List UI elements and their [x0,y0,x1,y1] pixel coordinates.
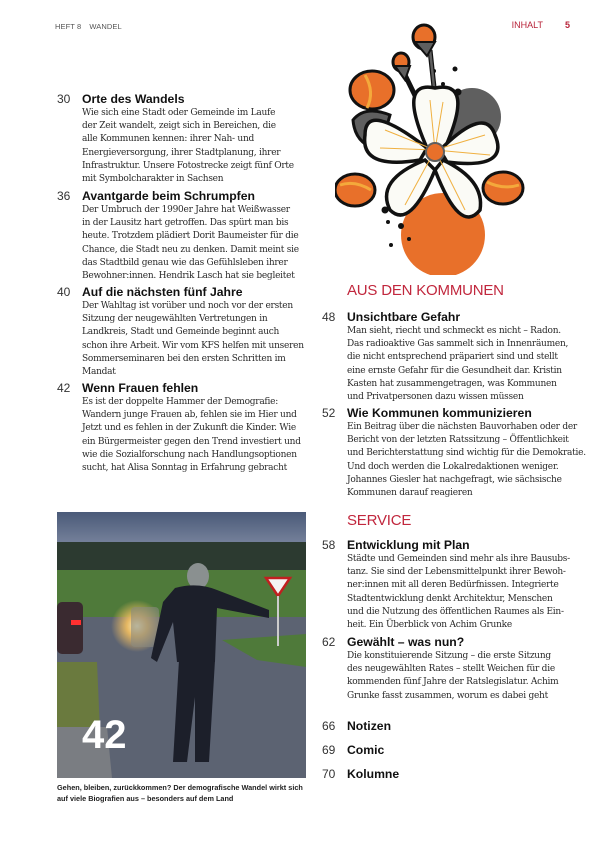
blossom-illustration-icon [335,20,525,275]
desc-line: alle Kommunen kennen: ihrer Nah- und [82,134,255,145]
toc-entry-short[interactable] [322,719,597,733]
desc-line: heit. Ein Überblick von Achim Grunke [347,620,512,631]
desc-line: Das radioaktive Gas sammelt sich in Innenräumen, [347,339,569,350]
desc-line: Infrastruktur. Unsere Fotostrecke zeigt fünf Orte [82,160,294,171]
desc-line: Kasten hat zusammengetragen, was Kommunen [347,378,557,389]
toc-description [82,107,317,186]
toc-title: Entwicklung mit Plan [347,538,470,552]
toc-title: Gewählt – was nun? [347,635,465,649]
section-heading-service: SERVICE [347,512,412,529]
desc-line: ein Bürgermeister gegen den Trend investiert und [82,436,301,447]
toc-title: Auf die nächsten fünf Jahre [82,285,243,299]
desc-line: Jetzt und es fehlen in der Zukunft die Kinder. Wie [82,423,296,434]
section-heading-kommunen: AUS DEN KOMMUNEN [347,282,504,299]
desc-line: tanz. Sie sind der Lebensmittelpunkt ihrer Bewoh- [347,567,566,578]
toc-page-number: 42 [57,381,71,395]
toc-page-number: 70 [322,767,336,781]
toc-page-number: 62 [322,635,336,649]
toc-title: Wenn Frauen fehlen [82,381,199,395]
issue-label: HEFT 8 [55,22,82,31]
desc-line: und Privatpersonen dazu wissen müssen [347,392,524,403]
desc-line: Kommunen darauf reagieren [347,488,473,499]
desc-line: Bewohner:innen. Hendrik Lasch hat sie begleitet [82,271,295,282]
desc-line: wie die Sozialforschung nach Handlungsoptionen [82,449,297,460]
desc-line: in der Lausitz hart getroffen. Das spürt man bis [82,218,289,229]
desc-line: Grunke fasst zusammen, worum es dabei geht [347,690,548,701]
desc-line: Landkreis, Stadt und Gemeinde beginnt auch [82,327,280,338]
toc-description [347,325,597,404]
toc-title: Kolumne [347,767,400,781]
desc-line: Bericht von der letzten Ratssitzung – Öffentlichkeit [347,435,569,446]
toc-entry[interactable] [322,538,597,632]
toc-page-number: 40 [57,285,71,299]
toc-title: Comic [347,743,385,757]
toc-entry[interactable] [57,189,317,283]
desc-line: Mandat [82,367,116,378]
desc-line: Ein Beitrag über die nächsten Bauvorhaben oder der [347,422,577,432]
toc-entry[interactable] [57,381,317,475]
desc-line: die nicht entsprechend präpariert sind und stellt [347,352,558,363]
toc-entry-short[interactable] [322,743,597,757]
toc-page-number: 66 [322,719,336,733]
desc-line: und die Nutzung des öffentlichen Raumes als Ein- [347,606,564,617]
theme-label: WANDEL [89,22,122,31]
desc-line: Der Umbruch der 1990er Jahre hat Weißwasser [82,205,290,215]
desc-line: eine ernste Gefahr für die Gesundheit dar. Kristin [347,365,562,376]
toc-description [347,650,597,703]
toc-entry[interactable] [322,406,597,500]
section-label: INHALT [511,20,543,30]
toc-page-number: 30 [57,92,71,106]
toc-entry-short[interactable] [322,767,597,781]
caption-line: Gehen, bleiben, zurückkommen? Der demografische Wandel wirkt sich [57,783,303,792]
caption-line: auf viele Biografien aus – besonders auf dem Land [57,793,234,803]
desc-line: Und doch werden die Lokalredaktionen weniger. [347,461,559,472]
desc-line: Es ist der doppelte Hammer der Demografie: [82,397,278,407]
desc-line: kommenden fünf Jahre der Ratslegislatur. Achim [347,677,559,688]
desc-line: Wie sich eine Stadt oder Gemeinde im Laufe [82,108,276,118]
desc-line: und Berichterstattung sind wichtig für die Demokratie. [347,448,586,459]
desc-line: Der Wahltag ist vorüber und noch vor der ersten [82,301,293,311]
desc-line: mit Symbolcharakter in Sachsen [82,174,224,185]
toc-title: Notizen [347,719,392,733]
desc-line: Johannes Giesler hat nachgefragt, wie sächsische [347,474,562,485]
toc-title: Unsichtbare Gefahr [347,310,461,324]
toc-entry[interactable] [57,92,317,186]
toc-entry[interactable] [322,310,597,404]
desc-line: das Stadtbild genau wie das Gefühlsleben ihrer [82,257,288,268]
toc-page-number: 58 [322,538,336,552]
desc-line: schon ihre Arbeit. Wir vom KFS helfen mit unseren [82,340,304,351]
desc-line: sucht, hat Alisa Sonntag in Erfahrung gebracht [82,463,288,474]
desc-line: Stadtentwicklung denkt Architektur, Menschen [347,593,553,604]
toc-description [347,421,597,500]
desc-line: des neugewählten Rates – stellt Weichen für die [347,664,555,675]
desc-line: ner:innen mit all deren Bedürfnissen. Integrierte [347,580,559,591]
running-header [55,22,122,31]
desc-line: Chance, die Stadt neu zu denken. Damit meint sie [82,244,299,255]
toc-description [347,553,597,632]
page-number: 5 [564,20,570,30]
toc-entry[interactable] [322,635,597,703]
toc-page-number: 48 [322,310,336,324]
photo-caption [57,783,317,804]
photo-page-number: 42 [82,713,127,757]
desc-line: Wandern junge Frauen ab, fehlen sie im Hier und [82,410,297,421]
desc-line: Sommerseminaren bei den ersten Schritten im [82,353,286,364]
toc-description [82,300,317,379]
toc-page-number: 52 [322,406,336,420]
toc-entry[interactable] [57,285,317,379]
desc-line: der Zeit wandelt, zeigt sich in Bereichen, die [82,121,276,132]
toc-title: Wie Kommunen kommunizieren [347,406,532,420]
desc-line: Energieversorgung, ihrer Stadtplanung, ihrer [82,147,281,158]
toc-description [82,204,317,283]
desc-line: Die konstituierende Sitzung – die erste Sitzung [347,651,551,661]
hitchhiker-photo[interactable] [57,512,306,778]
toc-description [82,396,317,475]
desc-line: Man sieht, riecht und schmeckt es nicht – Radon. [347,326,561,336]
toc-page-number: 69 [322,743,336,757]
toc-title: Avantgarde beim Schrumpfen [82,189,255,203]
desc-line: Städte und Gemeinden sind mehr als ihre Bausubs- [347,554,570,564]
toc-page-number: 36 [57,189,71,203]
desc-line: heute. Trotzdem plädiert Dorit Baumeister für die [82,231,299,242]
toc-title: Orte des Wandels [82,92,185,106]
desc-line: Sitzung der neugewählten Vertretungen in [82,314,268,325]
